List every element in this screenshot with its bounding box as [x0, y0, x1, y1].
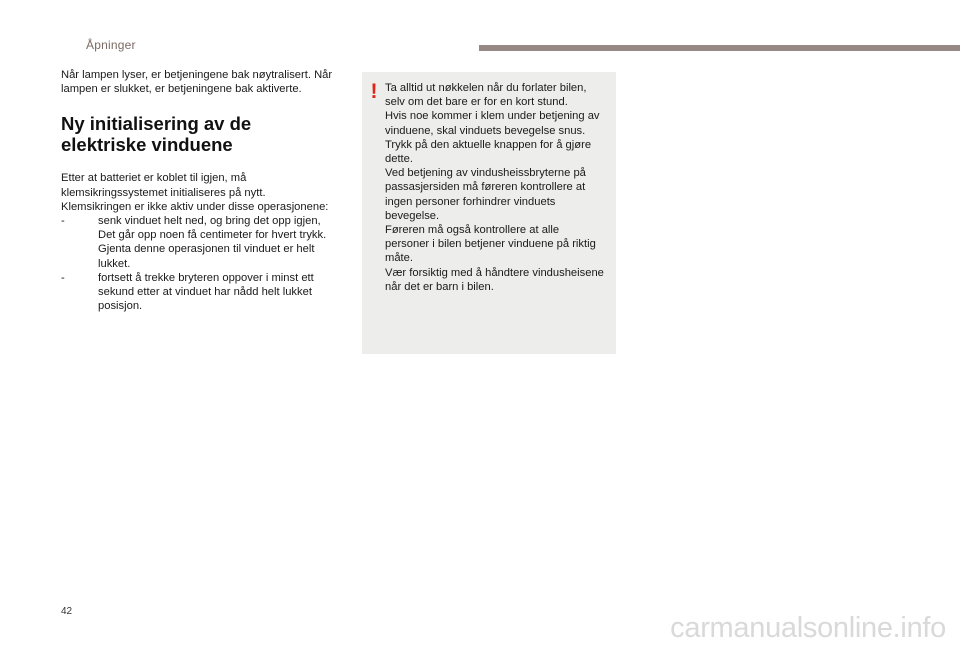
- warning-paragraph: Vær forsiktig med å håndtere vindusheisene når det er barn i bilen.: [385, 266, 604, 293]
- list-item-text: fortsett å trekke bryteren oppover i minst ett sekund etter at vinduet har nådd helt lukket posisjon.: [98, 271, 314, 313]
- section-heading: Ny initialisering av de elektriske vinduene: [61, 113, 252, 156]
- section-body: Etter at batteriet er koblet til igjen, må klemsikringssystemet initialiseres på nytt. Klemsikringen er ikke aktiv under disse operasjonene:: [61, 172, 329, 213]
- list-item: [61, 271, 333, 314]
- list-dash: -: [61, 271, 65, 284]
- list-dash: -: [61, 215, 65, 228]
- left-column: [61, 68, 333, 313]
- warning-box: [362, 72, 616, 354]
- page-header-title: Åpninger: [86, 38, 136, 52]
- exclamation-icon: !: [370, 80, 378, 103]
- warning-paragraph: Ta alltid ut nøkkelen når du forlater bilen, selv om det bare er for en kort stund.: [385, 82, 587, 109]
- list-item-text: senk vinduet helt ned, og bring det opp igjen, Det går opp noen få centimeter for hvert trykk. Gjenta denne operasjonen til vinduet er helt lukket.: [98, 215, 327, 270]
- list-item: [61, 214, 333, 271]
- instruction-list: [61, 214, 333, 313]
- warning-paragraph: Hvis noe kommer i klem under betjening av vinduene, skal vinduets bevegelse snus. Trykk på den aktuelle knappen for å gjøre dette.: [385, 110, 600, 166]
- watermark: carmanualsonline.info: [670, 612, 946, 644]
- intro-paragraph: Når lampen lyser, er betjeningene bak nøytralisert. Når lampen er slukket, er betjeningene bak aktiverte.: [61, 69, 333, 96]
- warning-paragraph: Føreren må også kontrollere at alle personer i bilen betjener vinduene på riktig måte.: [385, 224, 596, 265]
- warning-paragraph: Ved betjening av vindusheissbryterne på passasjersiden må føreren kontrollere at ingen personer forhindrer vinduets bevegelse.: [385, 167, 586, 222]
- page-number: 42: [61, 606, 73, 617]
- header-bar: [479, 45, 960, 51]
